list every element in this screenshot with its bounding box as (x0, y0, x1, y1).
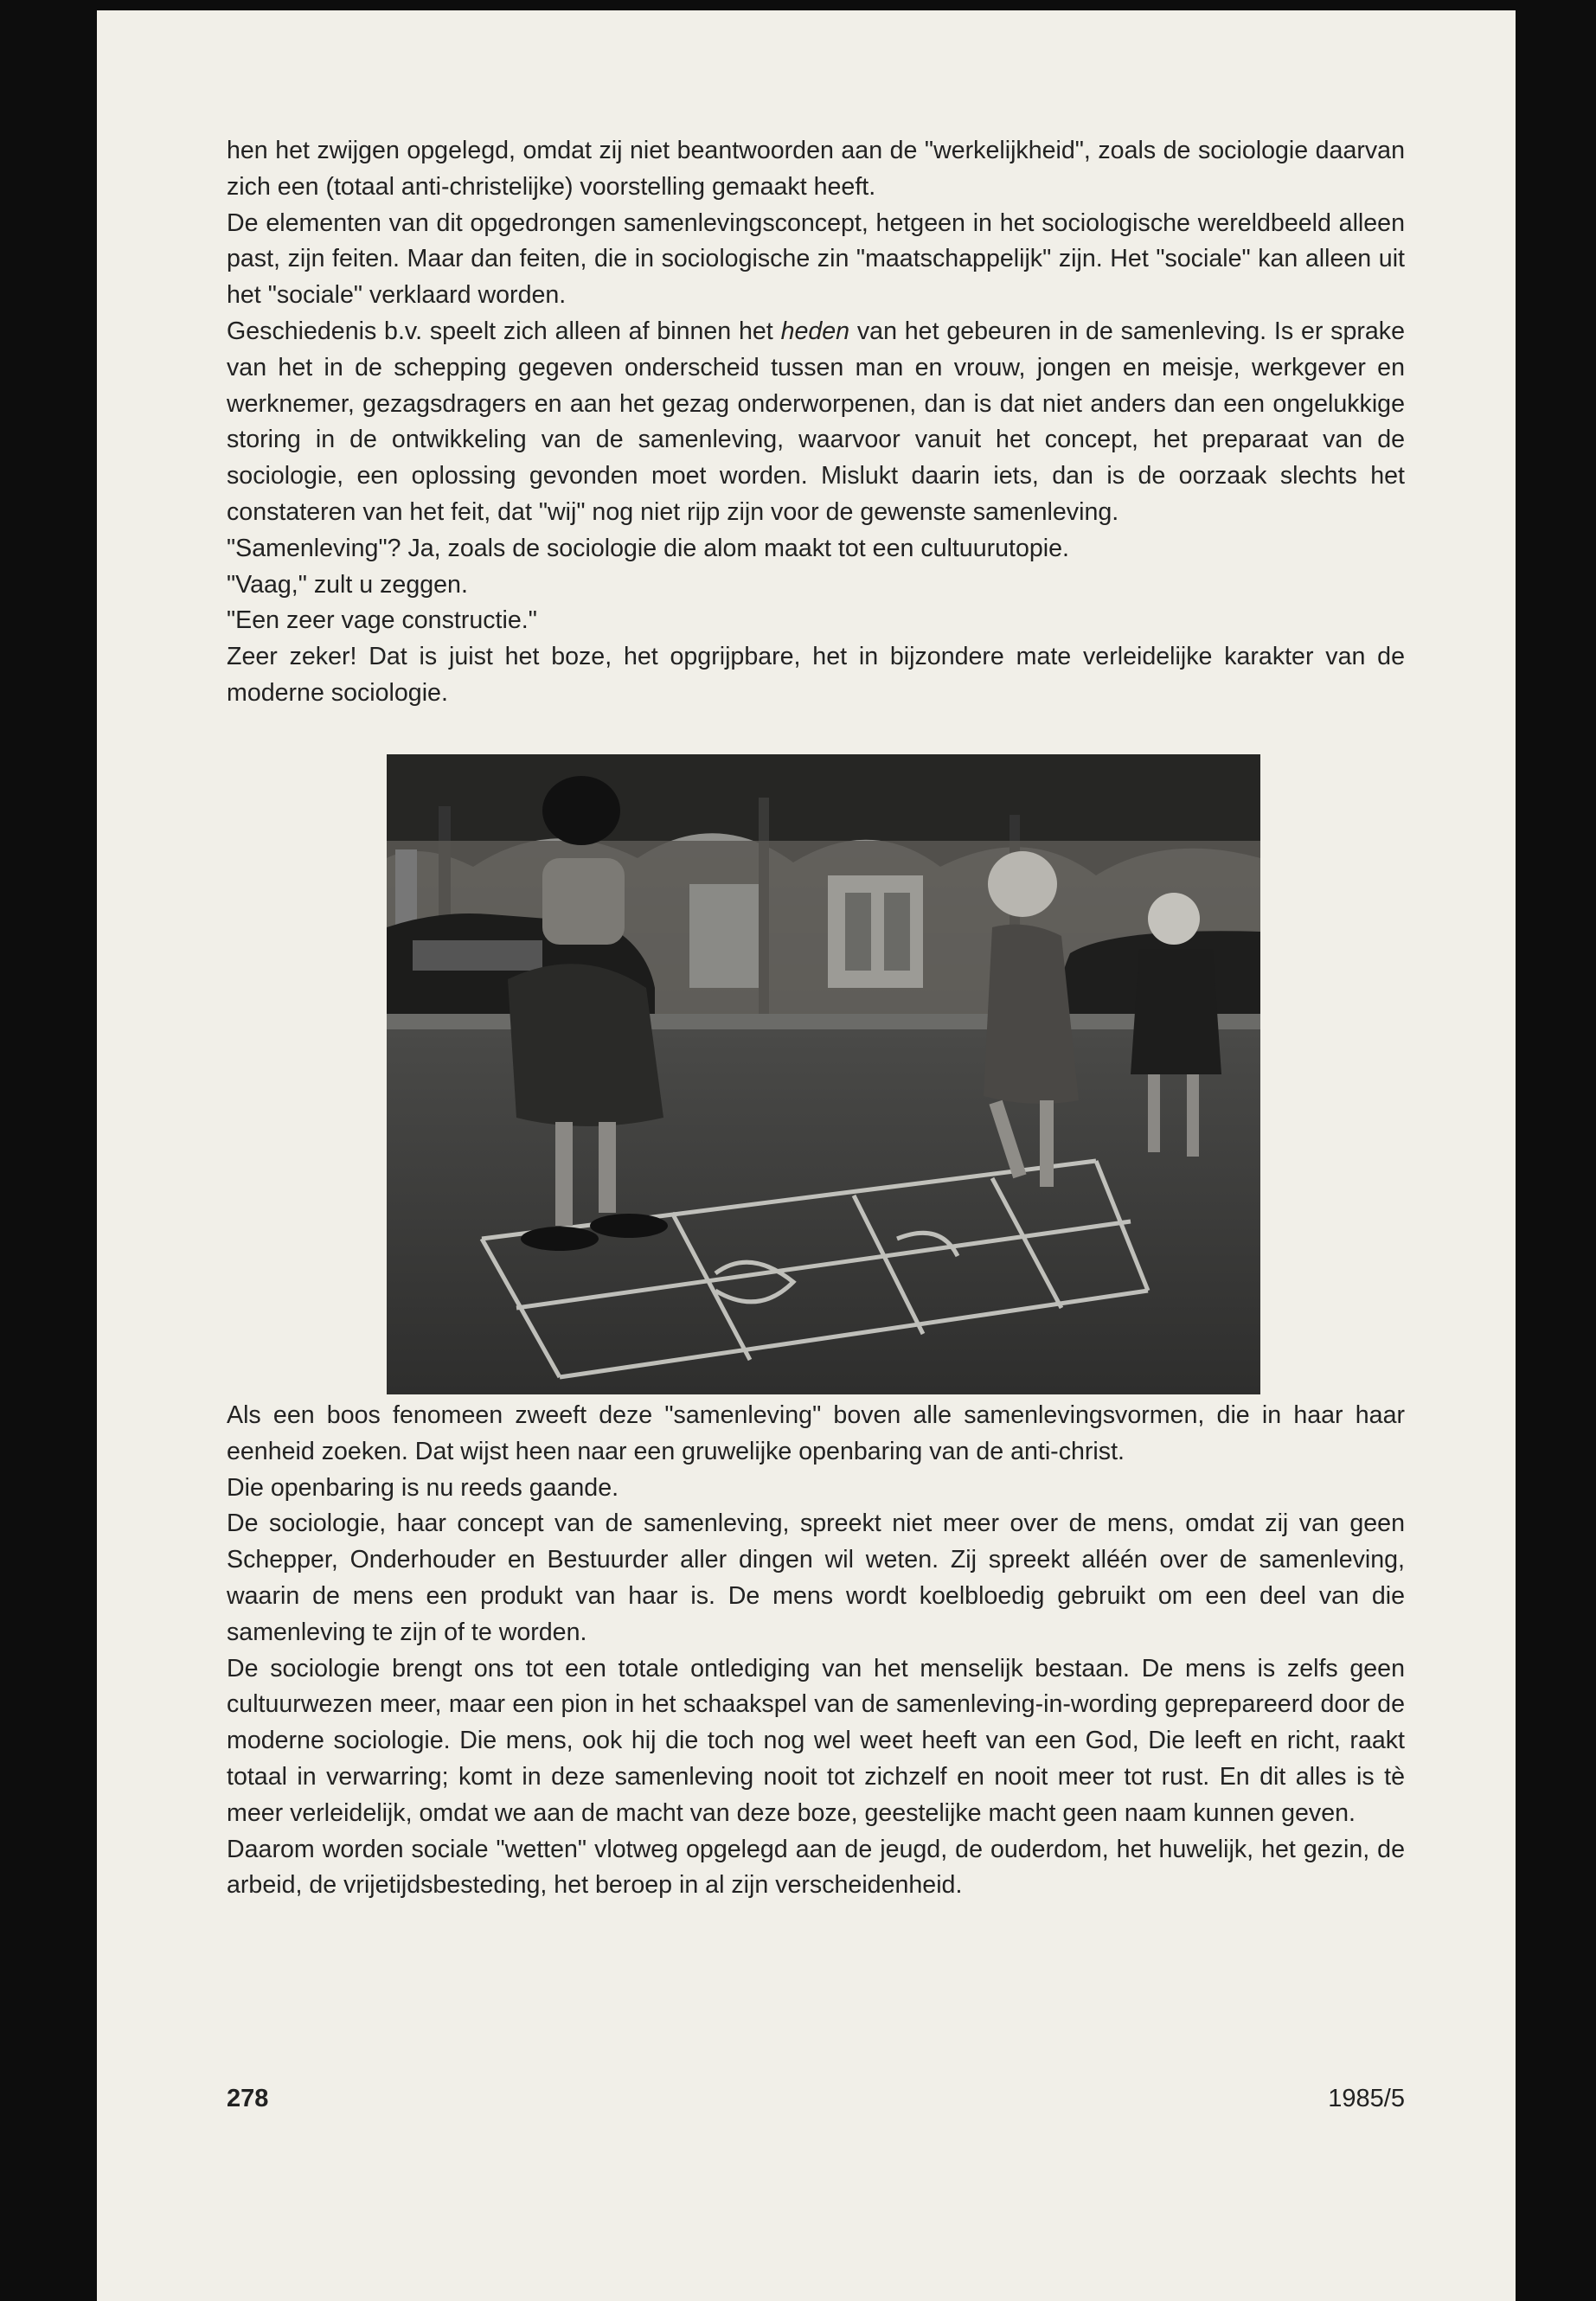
paragraph: Als een boos fenomeen zweeft deze "samenleving" boven alle samenlevingsvormen, die in haar haar eenheid zoeken. Dat wijst heen naar een gruwelijke openbaring van de anti-christ. (227, 1401, 1405, 1465)
article-text-bottom (227, 1398, 1405, 1904)
line: "Samenleving"? Ja, zoals de sociologie die alom maakt tot een cultuurutopie. (227, 534, 1069, 562)
line: "Een zeer vage constructie." (227, 606, 537, 635)
issue-number: 1985/5 (1328, 2085, 1405, 2112)
paragraph-history (227, 314, 1405, 531)
page-number: 278 (227, 2085, 269, 2112)
paragraph: hen het zwijgen opgelegd, omdat zij niet beantwoorden aan de "werkelijkheid", zoals de sociologie daarvan zich een (totaal anti-christelijke) voorstelling gemaakt heeft. (227, 137, 1405, 201)
scanned-page (97, 10, 1516, 2301)
paragraph: Daarom worden sociale "wetten" vlotweg opgelegd aan de jeugd, de ouderdom, het huwelijk, het gezin, de arbeid, de vrijetijdsbesteding, het beroep in al zijn verscheidenheid. (227, 1835, 1405, 1900)
paragraph: De elementen van dit opgedrongen samenlevingsconcept, hetgeen in het sociologische wereldbeeld alleen past, zijn feiten. Maar dan feiten, die in sociologische zin "maatschappelijk" zijn. Het "sociale" kan alleen uit het "sociale" verklaard worden. (227, 208, 1405, 310)
paragraph: De sociologie, haar concept van de samenleving, spreekt niet meer over de mens, omdat zij van geen Schepper, Onderhouder en Bestuurder aller dingen wil weten. Zij spreekt alléén over de samenleving, waarin de mens een produkt van haar is. De mens wordt koelbloedig gebruikt om een deel van die samenleving te zijn of te worden. (227, 1509, 1405, 1646)
photo-illustration (387, 754, 1260, 1394)
text-run: van het gebeuren in de samenleving. Is er sprake van het in de schepping gegeven onderscheid tussen man en vrouw, jongen en meisje, werkgever en werknemer, gezagsdragers en aan het gezag onderworpenen, dan is dat niet anders dan een ongelukkige storing in de ontwikkeling van de samenleving, waarvoor vanuit het concept, het preparaat van de sociologie, een oplossing gevonden moet worden. Mislukt daarin iets, dan is de oorzaak slechts het constateren van het feit, dat "wij" nog niet rijp zijn voor de gewenste samenleving. (227, 317, 1406, 526)
paragraph: De sociologie brengt ons tot een totale ontlediging van het menselijk bestaan. De mens is zelfs geen cultuurwezen meer, maar een pion in het schaakspel van de samenleving-in-wording geprepareerd door de moderne sociologie. Die mens, ook hij die toch nog wel weet heeft van een God, Die leeft en richt, raakt totaal in verwarring; komt in deze samenleving nooit tot zichzelf en nooit meer tot rust. En dit alles is tè meer verleidelijk, omdat we aan de macht van deze boze, geestelijke macht geen naam kunnen geven. (227, 1654, 1405, 1827)
article-text-top (227, 133, 1405, 712)
line: "Vaag," zult u zeggen. (227, 570, 468, 599)
emphasis-heden: heden (780, 317, 850, 345)
photo-children-hopscotch (387, 754, 1260, 1394)
text-run: Geschiedenis b.v. speelt zich alleen af binnen het (227, 317, 781, 345)
paragraph: Zeer zeker! Dat is juist het boze, het opgrijpbare, het in bijzondere mate verleidelijke karakter van de moderne sociologie. (227, 643, 1405, 707)
line: Die openbaring is nu reeds gaande. (227, 1473, 619, 1502)
